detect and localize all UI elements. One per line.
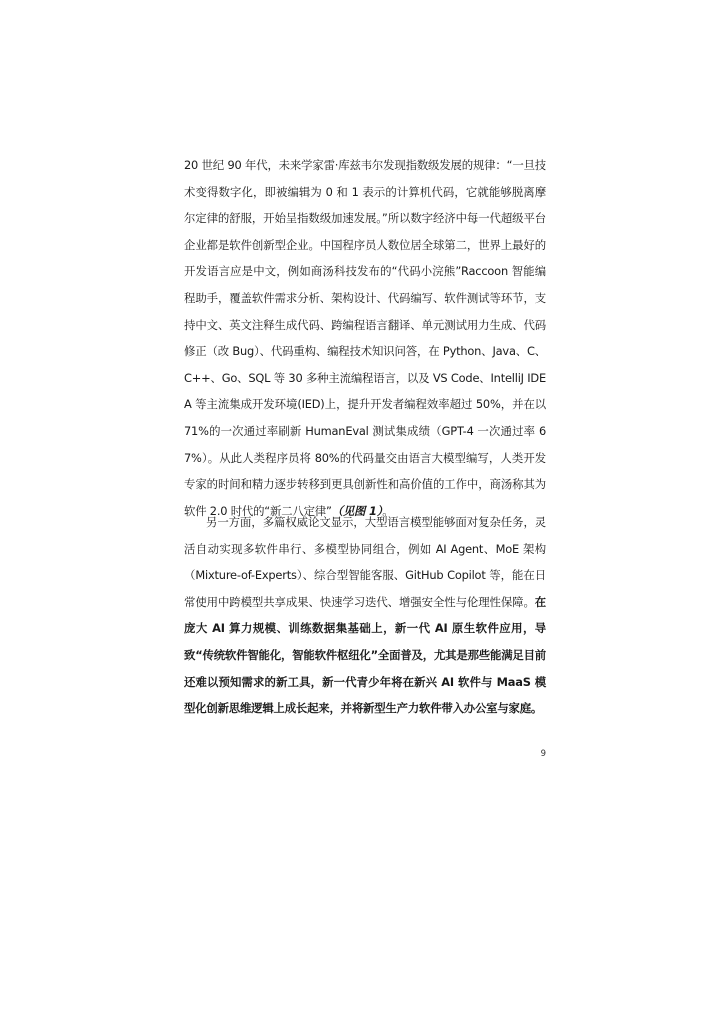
paragraph-1-end: 。 <box>382 503 394 518</box>
body-paragraph-2 <box>184 509 546 722</box>
paragraph-2-bold-text: 在庞大 AI 算力规模、训练数据集基础上，新一代 AI 原生软件应用，导致“传统软件智能化，智能软件枢纽化”全面普及，尤其是那些能满足目前还难以预知需求的新工具，新一代青少年将在新兴 AI 软件与 MaaS 模型化创新思维逻辑上成长起来，并将新型生产力软件带入办公室与家庭。 <box>184 594 546 716</box>
body-paragraph-1 <box>184 152 546 524</box>
paragraph-2-text: 另一方面，多篇权威论文显示，大型语言模型能够面对复杂任务，灵活自动实现多软件串行、多模型协同组合，例如 AI Agent、MoE 架构（Mixture-of-Experts）、综合型智能客服、GitHub Copilot 等，能在日常使用中跨模型共享成果、快速学习迭代、增强安全性与伦理性保障。 <box>184 515 546 609</box>
paragraph-1-text: 20 世纪 90 年代，未来学家雷·库兹韦尔发现指数级发展的规律：“一旦技术变得数字化，即被编辑为 0 和 1 表示的计算机代码，它就能够脱离摩尔定律的舒服，开始呈指数级加速发展。”所以数字经济中每一代超级平台企业都是软件创新型企业。中国程序员人数位居全球第二，世界上最好的开发语言应是中文，例如商汤科技发布的“代码小浣熊”Raccoon 智能编程助手，覆盖软件需求分析、架构设计、代码编写、软件测试等环节，支持中文、英文注释生成代码、跨编程语言翻译、单元测试用力生成、代码修正（改 Bug）、代码重构、编程技术知识问答，在 Python、Java、C、C++、Go、SQL 等 30 多种主流编程语言，以及 VS Code、IntelliJ IDEA 等主流集成开发环境(IED)上，提升开发者编程效率超过 50%，并在以 71%的一次通过率刷新 HumanEval 测试集成绩（GPT-4 一次通过率 67%）。从此人类程序员将 80%的代码量交由语言大模型编写，人类开发专家的时间和精力逐步转移到更具创新性和高价值的工作中，商汤称其为软件 2.0 时代的“新二八定律” <box>184 158 546 518</box>
figure-reference: （见图 1） <box>331 503 383 518</box>
page-number: 9 <box>540 749 546 759</box>
